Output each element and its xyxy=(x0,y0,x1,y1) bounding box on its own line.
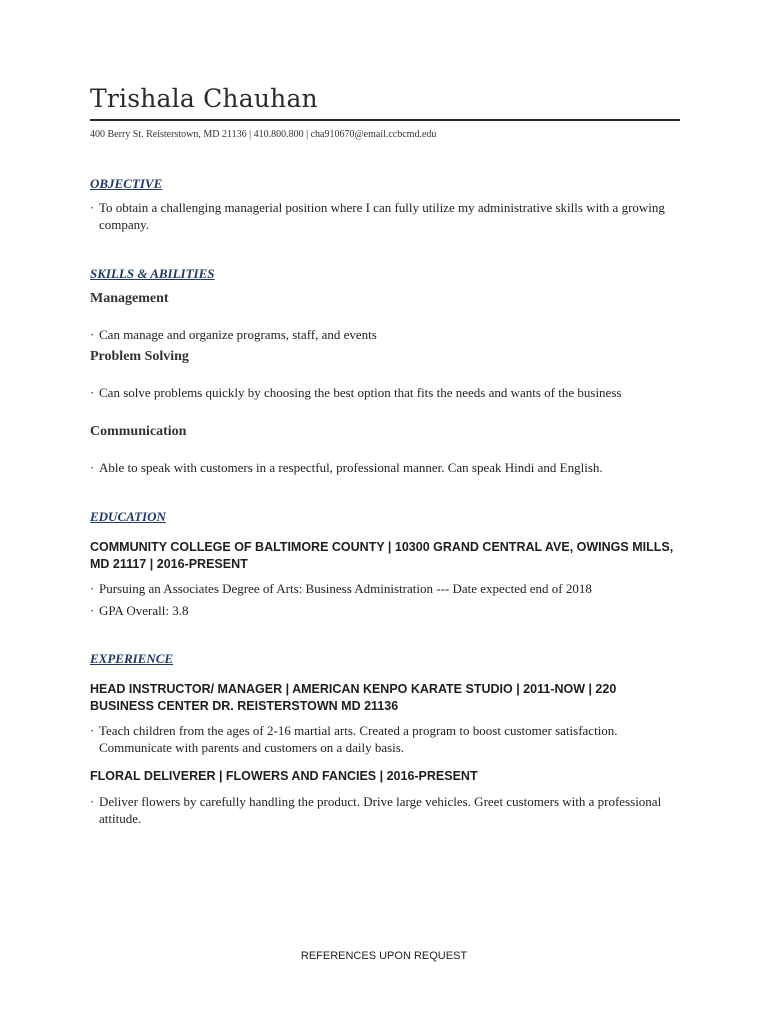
bullet-glyph: · xyxy=(90,200,95,215)
skill-text-management: Can manage and organize programs, staff, and events xyxy=(99,327,377,342)
bullet-glyph: · xyxy=(90,581,95,596)
skills-heading: SKILLS & ABILITIES xyxy=(90,266,215,281)
job-title-karate: HEAD INSTRUCTOR/ MANAGER | AMERICAN KENPO KARATE STUDIO | 2011-NOW | 220 BUSINESS CENTER DR. REISTERSTOWN MD 21136 xyxy=(90,682,617,713)
bullet-glyph: · xyxy=(90,794,95,809)
bullet-glyph: · xyxy=(90,603,95,618)
education-gpa-text: GPA Overall: 3.8 xyxy=(99,603,189,618)
bullet-glyph: · xyxy=(90,723,95,738)
job-bullet-karate xyxy=(90,722,680,756)
header-divider xyxy=(90,119,680,121)
skill-bullet-management xyxy=(90,326,680,343)
education-school: COMMUNITY COLLEGE OF BALTIMORE COUNTY | 10300 GRAND CENTRAL AVE, OWINGS MILLS, MD 21117 | 2016-PRESENT xyxy=(90,540,674,571)
contact-info: 400 Berry St. Reisterstown, MD 21136 | 410.800.800 | cha910670@email.ccbcmd.edu xyxy=(90,129,437,140)
job-text-floral: Deliver flowers by carefully handling the product. Drive large vehicles. Greet customers with a professional attitude. xyxy=(99,794,662,826)
resume-name: Trishala Chauhan xyxy=(90,84,318,113)
job-bullet-floral xyxy=(90,793,680,827)
education-bullet-degree xyxy=(90,580,680,597)
bullet-glyph: · xyxy=(90,460,95,475)
job-title-floral: FLORAL DELIVERER | FLOWERS AND FANCIES | 2016-PRESENT xyxy=(90,769,478,783)
job-text-karate: Teach children from the ages of 2-16 martial arts. Created a program to boost customer satisfaction. Communicate with parents and customers on a daily basis. xyxy=(99,723,618,755)
skill-title-communication: Communication xyxy=(90,424,187,439)
objective-text: To obtain a challenging managerial position where I can fully utilize my administrative skills with a growing company. xyxy=(99,200,665,232)
skill-bullet-communication xyxy=(90,459,680,476)
education-degree-text: Pursuing an Associates Degree of Arts: Business Administration --- Date expected end of 2018 xyxy=(99,581,592,596)
objective-heading: OBJECTIVE xyxy=(90,176,163,191)
skill-text-problem-solving: Can solve problems quickly by choosing the best option that fits the needs and wants of the business xyxy=(99,385,622,400)
education-heading: EDUCATION xyxy=(90,509,166,524)
skill-text-communication: Able to speak with customers in a respectful, professional manner. Can speak Hindi and English. xyxy=(99,460,603,475)
references-note: REFERENCES UPON REQUEST xyxy=(300,950,468,962)
experience-heading: EXPERIENCE xyxy=(90,651,174,666)
bullet-glyph: · xyxy=(90,327,95,342)
skill-bullet-problem-solving xyxy=(90,384,680,401)
bullet-glyph: · xyxy=(90,385,95,400)
education-bullet-gpa xyxy=(90,602,680,619)
objective-bullet xyxy=(90,199,680,233)
skill-title-management: Management xyxy=(90,291,169,306)
skill-title-problem-solving: Problem Solving xyxy=(90,349,189,364)
